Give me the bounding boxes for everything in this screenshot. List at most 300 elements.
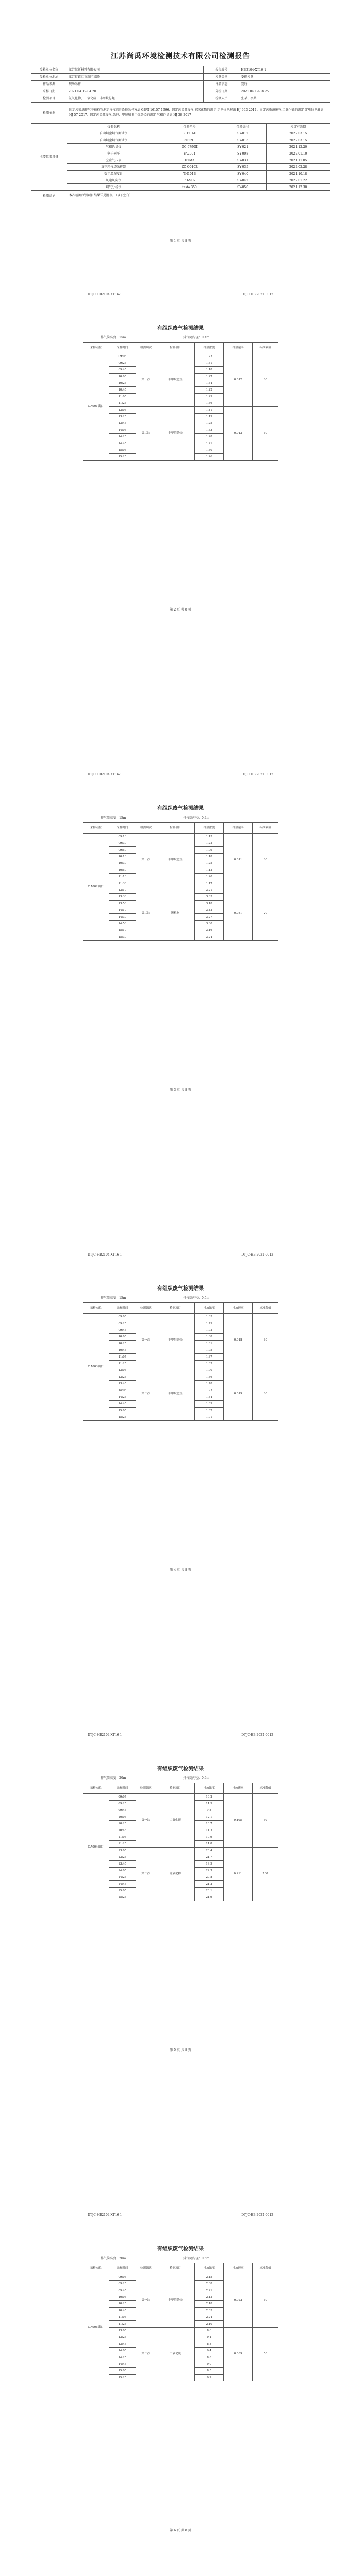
sampling-time: 11:05 — [109, 2314, 136, 2321]
instrument-cell-value: SY-050 — [219, 184, 267, 191]
instrument-label: 主要仪器设备 — [31, 124, 67, 191]
section-subtitle — [101, 1295, 210, 1300]
sampling-time: 09:25 — [109, 1320, 136, 1327]
info-label: 检测类别 — [204, 74, 239, 81]
instrument-cell-value: FA2004 — [160, 150, 219, 157]
concentration-value: 11.8 — [195, 1841, 224, 1848]
standard-limit: 60 — [253, 1314, 278, 1367]
measurement-header-cell: 标准限值 — [253, 343, 278, 353]
measurement-header-cell: 排放浓度 — [195, 1303, 224, 1314]
concentration-value: 1.79 — [195, 1320, 224, 1327]
concentration-value: 1.28 — [195, 434, 224, 440]
concentration-value: 2.18 — [195, 2301, 224, 2308]
concentration-value: 3.42 — [195, 907, 224, 914]
measurement-header-cell: 采样时间 — [109, 1783, 136, 1794]
measurement-header-row — [83, 823, 278, 834]
concentration-value: 11.3 — [195, 1827, 224, 1834]
instrument-row-item — [67, 137, 330, 144]
sampling-time: 14:30 — [109, 914, 136, 921]
emission-rate: 0.089 — [224, 2328, 253, 2381]
measurement-header-cell: 排放浓度 — [195, 343, 224, 353]
sampling-time: 13:25 — [109, 1854, 136, 1861]
sampling-time: 14:25 — [109, 2354, 136, 2361]
section-header-left: DTJC·HB2104·XT16-1 — [88, 2213, 122, 2217]
info-label: 采样日期 — [31, 88, 67, 95]
sampling-time: 13:05 — [109, 2328, 136, 2334]
emission-rate: 0.011 — [224, 834, 253, 887]
sampling-time: 10:50 — [109, 867, 136, 874]
info-value: 完好 — [239, 81, 330, 88]
instrument-cell-value: SY-013 — [219, 137, 267, 144]
section-subtitle — [101, 1775, 210, 1780]
section-header — [88, 1253, 273, 1257]
sampling-time: 13:05 — [109, 407, 136, 414]
instrument-cell-value: 2021.10.18 — [267, 171, 330, 177]
detection-item: 二氧化硫 — [156, 2328, 195, 2381]
measurement-header-cell: 采样时间 — [109, 2263, 136, 2274]
measurement-table — [83, 1302, 278, 1421]
emission-rate: 0.211 — [223, 1848, 252, 1901]
instrument-cell-value: 2022.03.15 — [267, 137, 330, 144]
concentration-value: 1.23 — [195, 353, 224, 360]
table-row — [83, 2328, 278, 2334]
concentration-value: 1.21 — [195, 440, 224, 447]
concentration-value: 1.36 — [195, 400, 224, 407]
sampling-point: DA005出口 — [83, 2274, 109, 2381]
concentration-value: 20.4 — [195, 1848, 224, 1854]
measurement-header-cell: 排放浓度 — [195, 1783, 224, 1794]
instrument-cell-value: testo 350 — [160, 184, 219, 191]
measurement-header-row — [83, 2263, 278, 2274]
instrument-cell-value: SY-021 — [219, 144, 267, 150]
concentration-value: 1.90 — [195, 1367, 224, 1374]
instrument-row-item — [67, 164, 330, 171]
emission-rate: 0.019 — [224, 1367, 253, 1421]
page-number: 第 4 页 共 8 页 — [170, 1568, 191, 1572]
sampling-time: 10:25 — [109, 2301, 136, 2308]
sampling-time: 09:45 — [109, 1327, 136, 1334]
sampling-point: DA001出口 — [83, 353, 109, 461]
sampling-time: 13:05 — [109, 1848, 136, 1854]
instrument-cell-value: 自动烟尘烟气测试仪 — [67, 137, 160, 144]
measurement-header-cell: 采样点位 — [83, 1303, 109, 1314]
sampling-time: 09:45 — [109, 367, 136, 374]
detection-item: 非甲烷总烃 — [156, 1314, 195, 1367]
info-value: 委托检测 — [239, 74, 330, 81]
detection-frequency: 第一次 — [136, 1314, 156, 1367]
concentration-value: 1.81 — [195, 1341, 224, 1347]
sampling-time: 14:25 — [109, 1874, 136, 1881]
instrument-cell-value: TH101B — [160, 171, 219, 177]
concentration-value: 1.92 — [195, 1327, 224, 1334]
concentration-value: 1.93 — [195, 1387, 224, 1394]
concentration-value: 11.5 — [195, 1801, 224, 1807]
sampling-time: 14:50 — [109, 921, 136, 927]
section-title: 有组织废气检测结果 — [157, 1286, 204, 1292]
concentration-value: 1.19 — [195, 414, 224, 420]
measurement-header-cell: 采样时间 — [109, 1303, 136, 1314]
section-subtitle — [101, 2256, 210, 2260]
info-label: 样品状态 — [204, 81, 239, 88]
concentration-value: 3.24 — [195, 934, 224, 941]
measurement-header-cell: 排放速率 — [224, 1303, 253, 1314]
concentration-value: 1.84 — [195, 1394, 224, 1401]
page-number: 第 6 页 共 8 页 — [170, 2529, 191, 2532]
concentration-value: 1.17 — [195, 880, 224, 887]
measurement-header-cell: 标准限值 — [253, 823, 278, 834]
measurement-header-cell: 检测频次 — [136, 2263, 156, 2274]
sampling-time: 11:05 — [109, 394, 136, 400]
basis-row — [31, 103, 330, 124]
section-header-right: DTJC·HB·2021·0012 — [241, 293, 273, 296]
sampling-time: 11:25 — [109, 2321, 136, 2328]
measurement-header-cell: 检测项目 — [156, 2263, 195, 2274]
info-row — [31, 88, 330, 95]
info-label: 分析日期 — [204, 88, 239, 95]
section-subtitle — [101, 815, 210, 820]
instrument-cell-value: GC-9790Ⅱ — [160, 144, 219, 150]
detection-item: 氮氧化物 — [156, 1848, 195, 1901]
info-row — [31, 74, 330, 81]
sampling-time: 13:45 — [109, 2341, 136, 2348]
standard-limit: 50 — [253, 2328, 278, 2381]
instrument-cell-value: SY-008 — [219, 150, 267, 157]
detection-item: 非甲烷总烃 — [156, 407, 195, 461]
concentration-value: 1.88 — [195, 1334, 224, 1341]
concentration-value: 9.2 — [195, 2375, 224, 2381]
concentration-value: 3.21 — [195, 887, 224, 894]
standard-limit: 60 — [253, 1367, 278, 1421]
concentration-value: 1.89 — [195, 1401, 224, 1408]
concentration-value: 1.31 — [195, 360, 224, 367]
instrument-header-row — [67, 124, 330, 130]
concentration-value: 2.12 — [195, 2294, 224, 2301]
measurement-header-cell: 检测频次 — [136, 1783, 156, 1794]
concentration-value: 12.1 — [195, 1814, 224, 1821]
sampling-time: 09:05 — [109, 2274, 136, 2281]
info-value: HB2104·XT16-1 — [239, 66, 330, 74]
concentration-value: 2.15 — [195, 2274, 224, 2281]
standard-limit: 20 — [253, 887, 278, 941]
page-number: 第 2 页 共 8 页 — [170, 608, 191, 612]
concentration-value: 1.86 — [195, 1374, 224, 1381]
sampling-time: 15:05 — [109, 447, 136, 454]
sampling-time: 13:45 — [109, 420, 136, 427]
sampling-time: 11:30 — [109, 880, 136, 887]
section-header-left: DTJC·HB2104·XT16-1 — [88, 293, 122, 296]
measurement-header-cell: 采样时间 — [109, 823, 136, 834]
table-row — [83, 407, 278, 414]
concentration-value: 2.08 — [195, 2281, 224, 2287]
sampling-time: 15:05 — [109, 1408, 136, 1414]
table-row — [83, 353, 278, 360]
measurement-header-cell: 检测频次 — [136, 343, 156, 353]
section-header — [88, 293, 273, 296]
sampling-time: 10:30 — [109, 860, 136, 867]
basis-label: 检测依据 — [31, 103, 67, 124]
sampling-time: 14:45 — [109, 1881, 136, 1888]
measurement-table — [83, 1783, 278, 1901]
measurement-table — [83, 822, 278, 941]
instrument-cell-value: 2022.01.22 — [267, 177, 330, 184]
sampling-time: 15:30 — [109, 934, 136, 941]
instrument-row-item — [67, 171, 330, 177]
conclusion-text: 本次检测所测项目结果详见附表。（以下空白） — [67, 191, 330, 201]
conclusion-label: 检测结论 — [31, 191, 67, 201]
concentration-value: 9.8 — [195, 1807, 224, 1814]
section-subtitle-left: 排气筒高度：15m — [101, 1296, 126, 1300]
sampling-time: 09:25 — [109, 1801, 136, 1807]
section-title: 有组织废气检测结果 — [157, 326, 204, 331]
sampling-time: 09:30 — [109, 840, 136, 847]
instrument-cell-value: 烟气分析仪 — [67, 184, 160, 191]
instrument-cell-value: SY-040 — [219, 171, 267, 177]
measurement-header-cell: 排放速率 — [224, 823, 253, 834]
instrument-header-cell: 仪器名称 — [67, 124, 160, 130]
detection-frequency: 第一次 — [136, 834, 156, 887]
sampling-time: 13:45 — [109, 1381, 136, 1387]
concentration-value: 1.22 — [195, 840, 224, 847]
measurement-header-cell: 检测频次 — [136, 823, 156, 834]
concentration-value: 3.30 — [195, 921, 224, 927]
sampling-time: 15:05 — [109, 1888, 136, 1894]
info-label: 检测项目 — [31, 95, 67, 103]
concentration-value: 1.25 — [195, 420, 224, 427]
sampling-time: 14:10 — [109, 907, 136, 914]
concentration-value: 1.22 — [195, 387, 224, 394]
measurement-header-cell: 检测项目 — [156, 823, 195, 834]
instrument-cell-value: 2022.01.10 — [267, 150, 330, 157]
concentration-value: 1.20 — [195, 874, 224, 880]
instrument-cell-value: 数字温湿度计 — [67, 171, 160, 177]
instrument-cell-value: 风速风向仪 — [67, 177, 160, 184]
section-subtitle-left: 排气筒高度：20m — [101, 1776, 126, 1780]
sampling-time: 10:05 — [109, 1334, 136, 1341]
concentration-value: 8.8 — [195, 2354, 224, 2361]
instrument-cell-value: SY-035 — [219, 164, 267, 171]
concentration-value: 1.15 — [195, 834, 224, 840]
sampling-time: 14:45 — [109, 1401, 136, 1408]
section-header-left: DTJC·HB2104·XT16-1 — [88, 773, 122, 776]
detection-item: 颗粒物 — [156, 887, 195, 941]
instrument-row-item — [67, 177, 330, 184]
sampling-time: 14:45 — [109, 440, 136, 447]
emission-rate: 0.031 — [224, 887, 253, 941]
sampling-time: 11:05 — [109, 1354, 136, 1361]
measurement-header-row — [83, 343, 278, 353]
instrument-cell-value: ZC-Q0102 — [160, 164, 219, 171]
sampling-time: 15:25 — [109, 1414, 136, 1421]
detection-item: 非甲烷总烃 — [156, 834, 195, 887]
info-value: 2021.04.19-04.20 — [67, 88, 204, 95]
instrument-cell-value: 电子天平 — [67, 150, 160, 157]
instrument-cell-value: 2022.02.28 — [267, 164, 330, 171]
measurement-header-cell: 排放速率 — [224, 343, 253, 353]
instrument-row — [31, 124, 330, 191]
instrument-table — [67, 124, 330, 190]
sampling-time: 10:25 — [109, 1341, 136, 1347]
table-row — [83, 887, 278, 894]
sampling-time: 10:45 — [109, 2308, 136, 2314]
measurement-header-cell: 排放浓度 — [195, 2263, 224, 2274]
instrument-cell-value: 2022.03.15 — [267, 130, 330, 137]
info-value: 现场采样 — [67, 81, 204, 88]
sampling-time: 11:25 — [109, 1361, 136, 1367]
concentration-value: 10.9 — [195, 1834, 224, 1841]
instrument-cell-value: 2021.12.30 — [267, 184, 330, 191]
instrument-cell-value: 2021.11.05 — [267, 157, 330, 164]
sampling-time: 13:30 — [109, 894, 136, 901]
info-row — [31, 81, 330, 88]
standard-limit: 60 — [253, 407, 278, 461]
report-info-table — [31, 66, 330, 201]
concentration-value: 21.7 — [195, 1854, 224, 1861]
info-value: 氮氧化物、二氧化硫、非甲烷总烃 — [67, 95, 204, 103]
concentration-value: 1.09 — [195, 847, 224, 854]
sampling-time: 09:45 — [109, 2287, 136, 2294]
concentration-value: 1.83 — [195, 1361, 224, 1367]
section-title: 有组织废气检测结果 — [157, 2246, 204, 2252]
instrument-cell-value: 自动烟尘烟气测试仪 — [67, 130, 160, 137]
sampling-time: 11:10 — [109, 874, 136, 880]
concentration-value: 2.24 — [195, 2314, 224, 2321]
standard-limit: 60 — [253, 2274, 278, 2328]
concentration-value: 1.95 — [195, 1347, 224, 1354]
sampling-time: 10:05 — [109, 2294, 136, 2301]
sampling-time: 11:25 — [109, 1841, 136, 1848]
info-label: 检测人员 — [204, 95, 239, 103]
sampling-time: 13:25 — [109, 1374, 136, 1381]
sampling-time: 10:05 — [109, 1814, 136, 1821]
sampling-time: 14:05 — [109, 1868, 136, 1874]
concentration-value: 1.26 — [195, 454, 224, 461]
sampling-time: 13:10 — [109, 887, 136, 894]
section-title: 有组织废气检测结果 — [157, 806, 204, 811]
page-number: 第 3 页 共 8 页 — [170, 1088, 191, 1092]
section-header — [88, 773, 273, 776]
instrument-cell — [67, 124, 330, 191]
section-subtitle-left: 排气筒高度：15m — [101, 336, 126, 340]
measurement-header-cell: 检测频次 — [136, 1303, 156, 1314]
concentration-value: 2.10 — [195, 2321, 224, 2328]
measurement-table — [83, 342, 278, 461]
concentration-value: 1.78 — [195, 1381, 224, 1387]
concentration-value: 8.6 — [195, 2328, 224, 2334]
sampling-time: 10:25 — [109, 1821, 136, 1827]
concentration-value: 1.18 — [195, 367, 224, 374]
page-number: 第 5 页 共 8 页 — [170, 2048, 191, 2052]
sampling-time: 14:45 — [109, 2361, 136, 2368]
instrument-cell-value: DYM3 — [160, 157, 219, 164]
sampling-time: 13:45 — [109, 1861, 136, 1868]
concentration-value: 1.18 — [195, 854, 224, 860]
sampling-time: 15:10 — [109, 927, 136, 934]
emission-rate: 0.018 — [224, 1314, 253, 1367]
detection-frequency: 第二次 — [136, 2328, 156, 2381]
detection-frequency: 第二次 — [136, 1848, 156, 1901]
concentration-value: 10.2 — [195, 1794, 224, 1801]
section-header-right: DTJC·HB·2021·0012 — [241, 1253, 273, 1257]
concentration-value: 10.7 — [195, 1821, 224, 1827]
detection-item: 非甲烷总烃 — [156, 2274, 195, 2328]
info-row — [31, 66, 330, 74]
instrument-header-cell: 仪器编号 — [219, 124, 267, 130]
section-header-right: DTJC·HB·2021·0012 — [241, 2213, 273, 2217]
concentration-value: 3.27 — [195, 914, 224, 921]
concentration-value: 9.4 — [195, 2348, 224, 2354]
table-row — [83, 834, 278, 840]
measurement-header-cell: 排放速率 — [224, 2263, 253, 2274]
sampling-time: 11:25 — [109, 400, 136, 407]
info-value: 江苏省镇江市新区某路 — [67, 74, 204, 81]
standard-limit: 60 — [253, 353, 278, 407]
sampling-time: 13:25 — [109, 414, 136, 420]
section-header — [88, 1733, 273, 1737]
standard-limit: 100 — [252, 1848, 278, 1901]
sampling-time: 10:45 — [109, 1347, 136, 1354]
sampling-point: DA003出口 — [83, 1314, 109, 1421]
section-subtitle-right: 排气筒内径：0.5m — [183, 1296, 210, 1300]
sampling-time: 09:50 — [109, 847, 136, 854]
standard-limit: 60 — [253, 834, 278, 887]
section-subtitle — [101, 335, 210, 340]
sampling-time: 15:25 — [109, 1894, 136, 1901]
page-number: 第 1 页 共 8 页 — [170, 239, 191, 243]
info-label: 受检单位地址 — [31, 74, 67, 81]
section-header-left: DTJC·HB2104·XT16-1 — [88, 1253, 122, 1257]
concentration-value: 1.12 — [195, 867, 224, 874]
measurement-header-cell: 排放浓度 — [195, 823, 224, 834]
instrument-cell-value: 2021.12.20 — [267, 144, 330, 150]
sampling-time: 10:25 — [109, 380, 136, 387]
standard-limit: 50 — [252, 1794, 278, 1848]
sampling-time: 15:05 — [109, 2368, 136, 2375]
sampling-time: 11:05 — [109, 1834, 136, 1841]
report-title: 江苏尚禹环境检测技术有限公司检测报告 — [111, 52, 250, 60]
concentration-value: 1.29 — [195, 394, 224, 400]
concentration-value: 19.9 — [195, 1861, 224, 1868]
concentration-value: 21.9 — [195, 1894, 224, 1901]
concentration-value: 2.05 — [195, 2308, 224, 2314]
concentration-value: 8.5 — [195, 2368, 224, 2375]
concentration-value: 1.87 — [195, 1354, 224, 1361]
measurement-header-row — [83, 1303, 278, 1314]
conclusion-row — [31, 191, 330, 201]
concentration-value: 9.1 — [195, 2334, 224, 2341]
info-value: 2021.04.19-04.25 — [239, 88, 330, 95]
instrument-cell-value: 气相色谱仪 — [67, 144, 160, 150]
measurement-table — [83, 2263, 278, 2381]
concentration-value: 1.25 — [195, 860, 224, 867]
concentration-value: 9.0 — [195, 2361, 224, 2368]
concentration-value: 1.27 — [195, 374, 224, 380]
sampling-time: 15:25 — [109, 2375, 136, 2381]
instrument-row-item — [67, 150, 330, 157]
measurement-header-cell: 标准限值 — [253, 2263, 278, 2274]
sampling-point: DA002出口 — [83, 834, 109, 941]
sampling-time: 09:45 — [109, 1807, 136, 1814]
sampling-time: 10:10 — [109, 854, 136, 860]
measurement-header-cell: 排放速率 — [223, 1783, 252, 1794]
measurement-header-cell: 检测项目 — [156, 1303, 195, 1314]
table-row — [83, 1794, 278, 1801]
sampling-time: 10:45 — [109, 1827, 136, 1834]
detection-frequency: 第一次 — [136, 2274, 156, 2328]
concentration-value: 1.33 — [195, 427, 224, 434]
instrument-header-cell: 仪器型号 — [160, 124, 219, 130]
sampling-point: DA004出口 — [83, 1794, 109, 1901]
measurement-header-cell: 标准限值 — [252, 1783, 278, 1794]
